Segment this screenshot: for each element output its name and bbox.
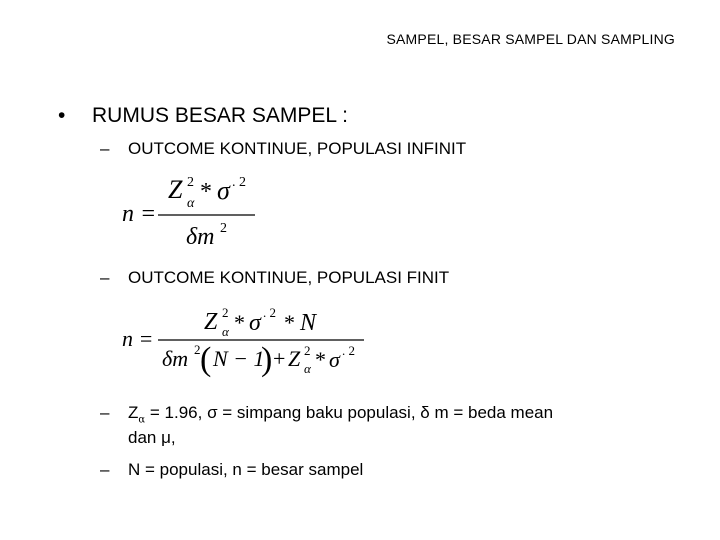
formula-infinite (118, 170, 268, 250)
formula-num-z: Z (204, 309, 218, 335)
formula-den-plus: + (273, 346, 286, 371)
formula-den-delta-m: δm (162, 346, 189, 371)
z-symbol: Z (128, 403, 139, 422)
formula-num-star: * (234, 310, 245, 335)
dash-symbol: – (100, 268, 110, 287)
sub-item-infinite (100, 139, 466, 159)
note-line-2-text: dan μ, (128, 428, 176, 448)
formula-den-star: * (315, 347, 326, 372)
formula-den-delta-m: δm (186, 224, 215, 250)
formula-num-z-sub: α (222, 324, 229, 339)
formula-num-z-exp: 2 (187, 175, 194, 190)
definitions-item (100, 460, 363, 480)
formula-den-inner: N − 1 (213, 346, 265, 371)
formula-den-close-paren: ) (261, 341, 273, 378)
formula-lhs: n = (122, 201, 157, 227)
formula-num-sigma-exp: . 2 (263, 305, 276, 320)
formula-num-star: * (200, 179, 212, 205)
formula-den-sigma: σ (329, 347, 340, 372)
formula-num-z-sub: α (187, 196, 195, 211)
dash-symbol: – (100, 403, 110, 422)
formula-num-z: Z (168, 175, 183, 204)
slide-header-title: SAMPEL, BESAR SAMPEL DAN SAMPLING (386, 31, 675, 47)
formula-lhs: n = (122, 326, 154, 351)
note-line-1-text: = 1.96, σ = simpang baku populasi, δ m = beda mean (145, 403, 554, 422)
definitions-text: N = populasi, n = besar sampel (128, 460, 364, 479)
formula-den-exp: 2 (220, 221, 227, 236)
variable-note (100, 404, 700, 447)
sub-item-finite (100, 268, 449, 288)
formula-num-sigma-exp: . 2 (232, 175, 246, 190)
alpha-subscript: α (138, 414, 146, 426)
formula-den-open-paren: ( (200, 341, 212, 378)
formula-den-exp: 2 (194, 342, 201, 357)
formula-num-star-2: * (284, 310, 295, 335)
formula-num-sigma: σ (249, 310, 261, 336)
sub-item-text: OUTCOME KONTINUE, POPULASI INFINIT (128, 139, 467, 158)
formula-den-z-exp: 2 (304, 343, 311, 358)
formula-num-z-exp: 2 (222, 305, 229, 320)
formula-den-sigma-exp: . 2 (342, 343, 355, 358)
main-bullet-text: RUMUS BESAR SAMPEL : (92, 104, 348, 127)
dash-symbol: – (100, 139, 110, 158)
formula-num-sigma: σ (217, 176, 230, 205)
variable-note-line-1 (100, 404, 700, 429)
formula-den-z: Z (288, 346, 301, 371)
dash-symbol: – (100, 460, 110, 479)
formula-den-z-sub: α (304, 361, 311, 376)
formula-num-n: N (300, 310, 317, 336)
sub-item-text: OUTCOME KONTINUE, POPULASI FINIT (128, 268, 450, 287)
formula-finite (118, 302, 378, 382)
bullet-symbol: • (58, 104, 66, 127)
main-bullet (58, 104, 348, 128)
